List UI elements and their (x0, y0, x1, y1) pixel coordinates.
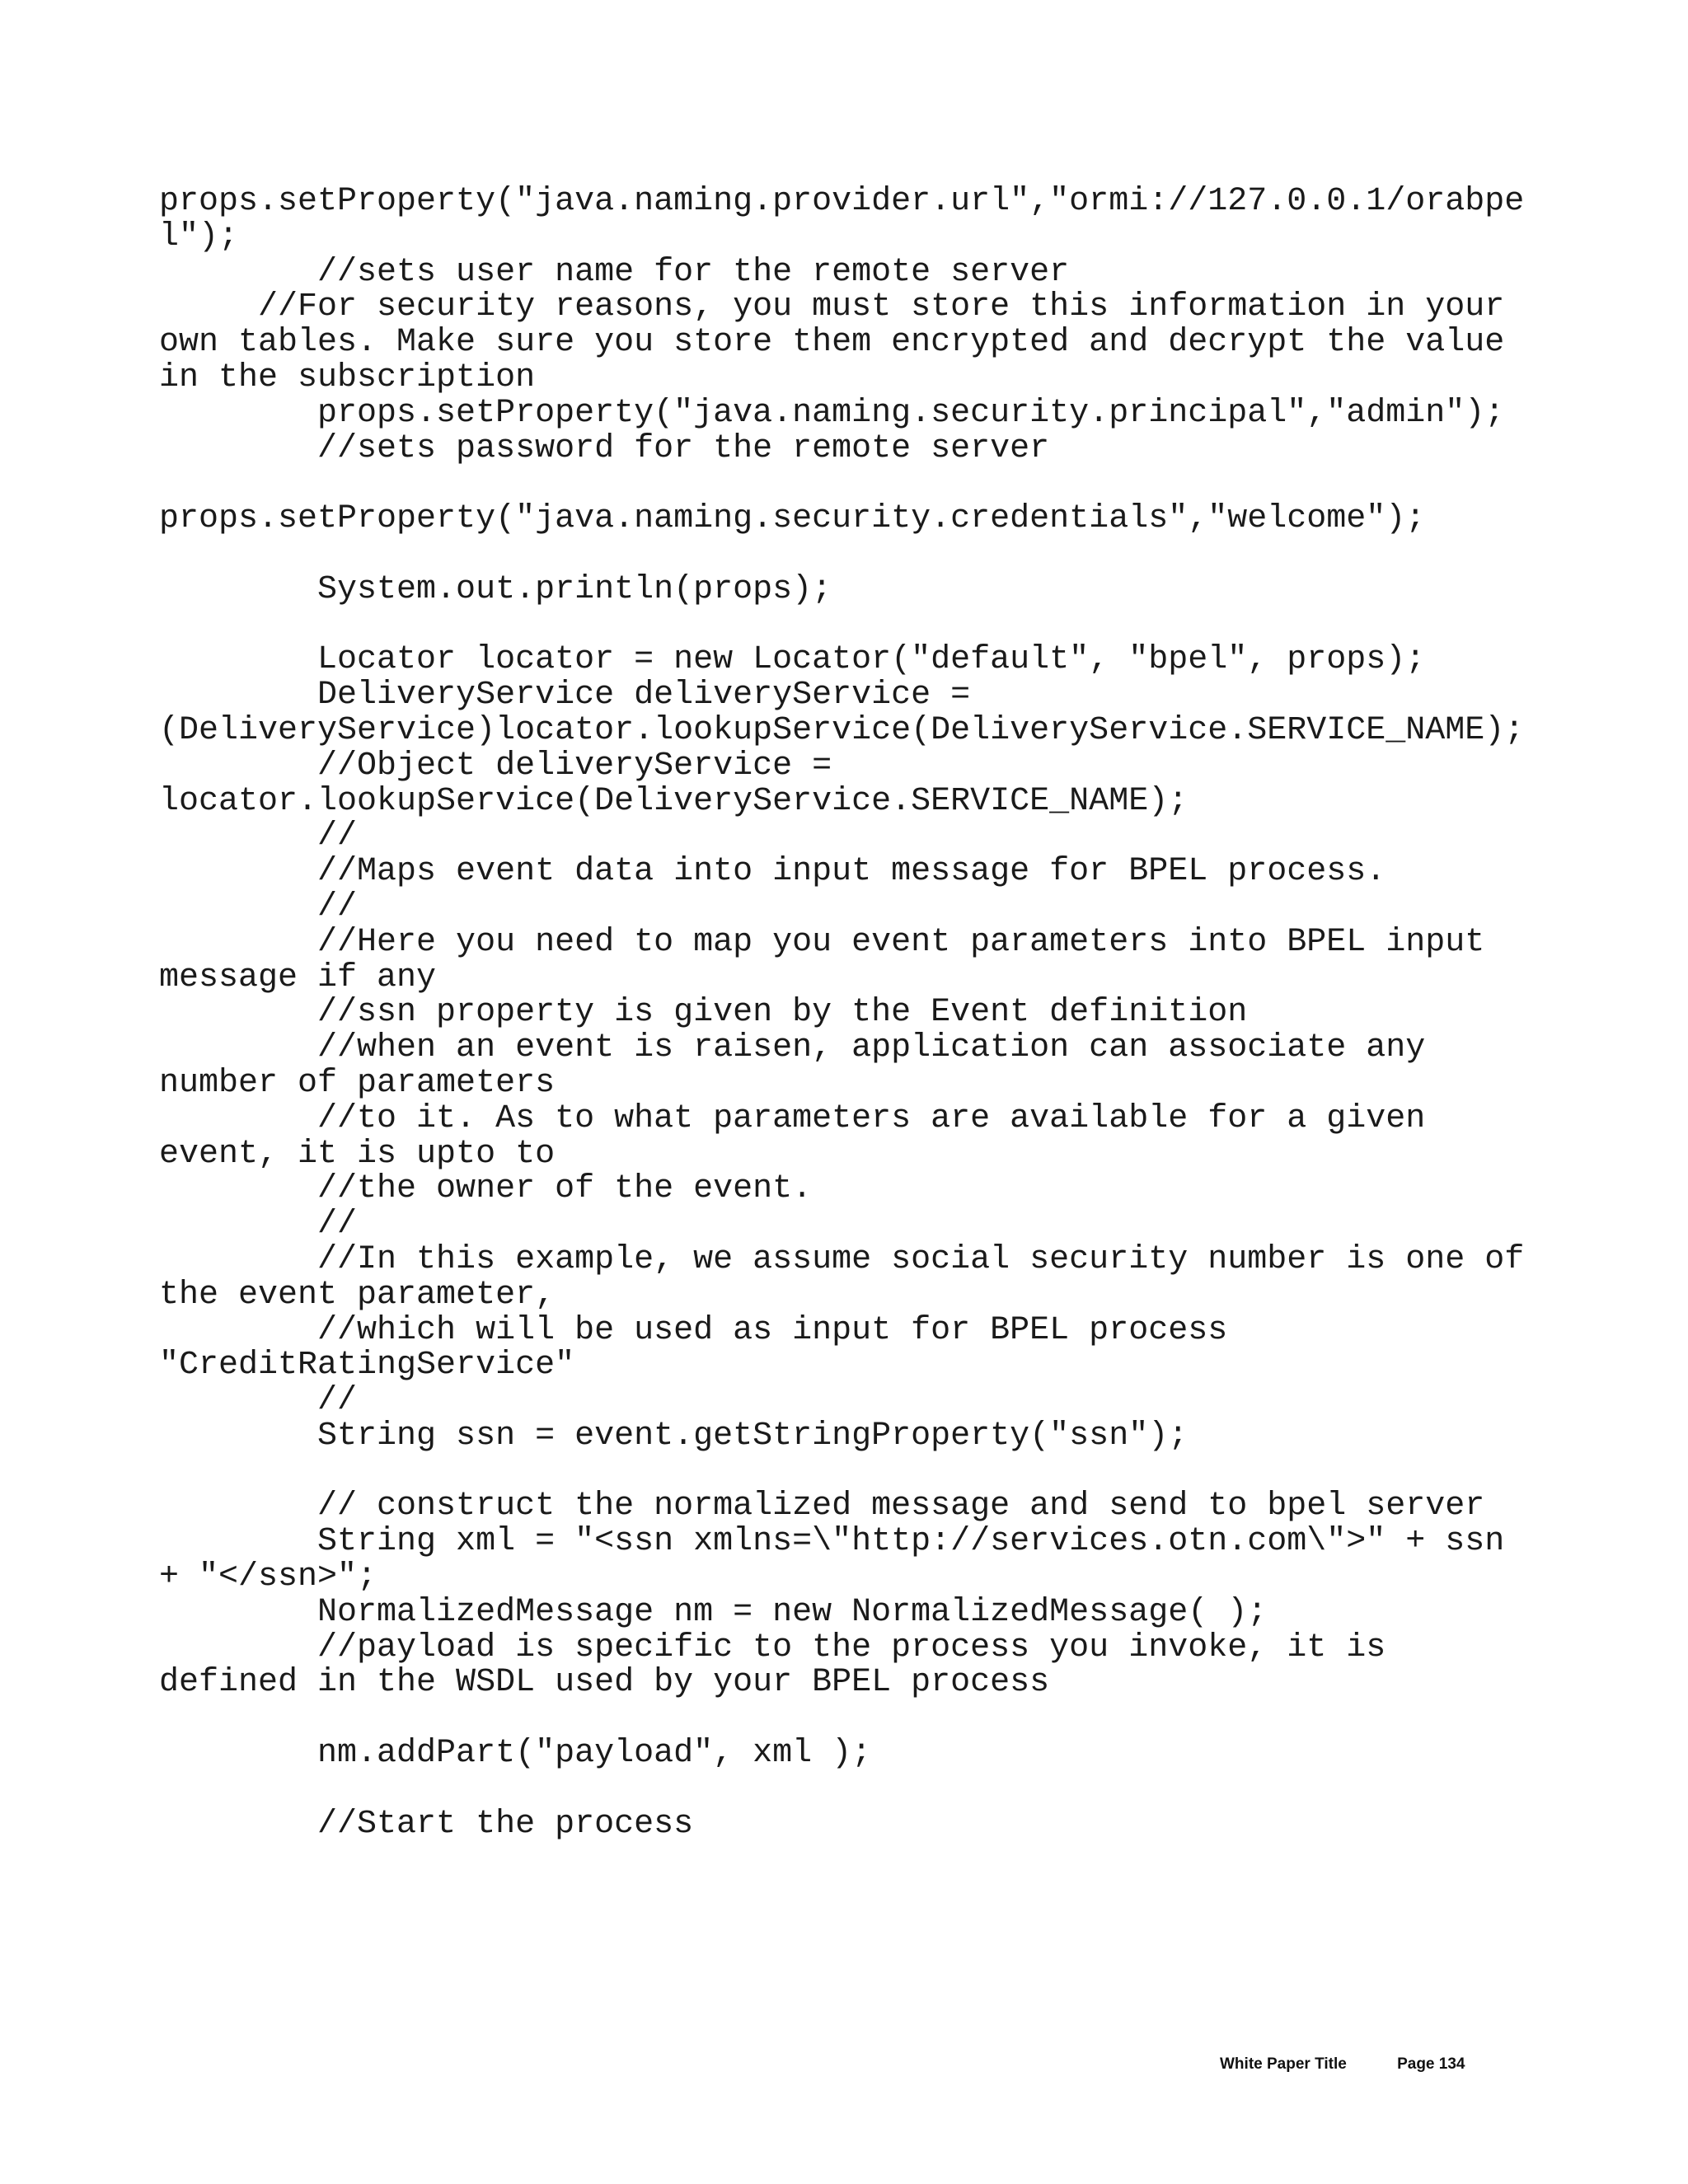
code-line: in the subscription (159, 359, 536, 396)
code-line: String xml = "<ssn xmlns=\"http://services.otn.com\">" + ssn (159, 1523, 1505, 1561)
code-line: //Object deliveryService = (159, 747, 832, 785)
code-line: //For security reasons, you must store this information in your (159, 288, 1505, 326)
code-line: defined in the WSDL used by your BPEL process (159, 1664, 1050, 1702)
code-line: //Here you need to map you event parameters into BPEL input (159, 923, 1485, 961)
code-line: //ssn property is given by the Event definition (159, 994, 1248, 1032)
code-line: // (159, 818, 358, 855)
code-line (159, 466, 1560, 502)
code-line: props.setProperty("java.naming.provider.url","ormi://127.0.0.1/orabpe (159, 183, 1525, 220)
code-line: //sets user name for the remote server (159, 253, 1070, 291)
code-line: // (159, 1206, 358, 1244)
code-line: //the owner of the event. (159, 1170, 813, 1208)
code-line: String ssn = event.getStringProperty("ssn"); (159, 1417, 1189, 1455)
code-line: l"); (159, 218, 239, 255)
code-line: props.setProperty("java.naming.security.credentials","welcome"); (159, 500, 1426, 538)
code-line: //to it. As to what parameters are available for a given (159, 1099, 1426, 1137)
code-line: Locator locator = new Locator("default", "bpel", props); (159, 641, 1426, 679)
code-line: number of parameters (159, 1064, 556, 1102)
code-line: "CreditRatingService" (159, 1347, 575, 1385)
code-line: // (159, 888, 358, 926)
code-line (159, 1772, 1560, 1807)
code-line: DeliveryService deliveryService = (159, 677, 971, 715)
footer-title: White Paper Title (1220, 2055, 1347, 2073)
code-line: props.setProperty("java.naming.security.principal","admin"); (159, 394, 1505, 432)
code-line: // construct the normalized message and send to bpel server (159, 1488, 1485, 1526)
code-line: + "</ssn>"; (159, 1558, 377, 1596)
code-line: own tables. Make sure you store them encrypted and decrypt the value (159, 324, 1505, 362)
code-line: //when an event is raisen, application can associate any (159, 1029, 1426, 1067)
code-line: //In this example, we assume social security number is one of (159, 1240, 1525, 1278)
code-line: NormalizedMessage nm = new NormalizedMessage( ); (159, 1593, 1268, 1631)
code-line: //sets password for the remote server (159, 429, 1050, 467)
code-line: //which will be used as input for BPEL process (159, 1311, 1228, 1349)
code-line: message if any (159, 958, 437, 996)
code-line: locator.lookupService(DeliveryService.SERVICE_NAME); (159, 782, 1189, 820)
code-line: (DeliveryService)locator.lookupService(DeliveryService.SERVICE_NAME); (159, 711, 1525, 749)
page-number: Page 134 (1397, 2055, 1465, 2073)
code-line (159, 608, 1560, 644)
code-line: the event parameter, (159, 1276, 556, 1314)
code-line: //Maps event data into input message for BPEL process. (159, 853, 1386, 891)
code-line: nm.addPart("payload", xml ); (159, 1735, 872, 1773)
code-line: // (159, 1382, 358, 1420)
code-line: //Start the process (159, 1805, 694, 1843)
code-line (159, 537, 1560, 573)
code-line (159, 1455, 1560, 1490)
code-line: System.out.println(props); (159, 570, 832, 608)
code-listing (159, 185, 1560, 1842)
code-line: event, it is upto to (159, 1135, 556, 1173)
code-line (159, 1701, 1560, 1736)
page-footer (1220, 2055, 1465, 2074)
code-line: //payload is specific to the process you invoke, it is (159, 1629, 1386, 1666)
